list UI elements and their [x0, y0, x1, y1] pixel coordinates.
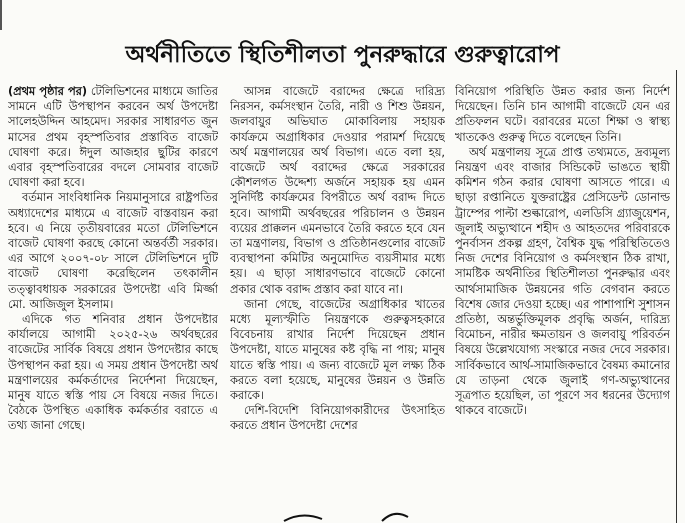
paragraph: বর্তমান সাংবিধানিক নিয়মানুসারে রাষ্ট্রপতির অধ্যাদেশের মাধ্যমে এ বাজেট বাস্তবায়ন করা হবে। এ নিয়ে তৃতীয়বারের মতো টেলিভিশনে বাজেট ঘোষণা করছে কোনো অন্তর্বর্তী সরকার। এর আগে ২০০৭-০৮ সালে টেলিভিশনে দুটি বাজেট ঘোষণা করেছিলেন তৎকালীন তত্ত্বাবধায়ক সরকারের উপদেষ্টা এবি মির্জ্জা মো. আজিজুল ইসলাম। [8, 191, 218, 311]
column-2 [230, 84, 445, 504]
paragraph: এদিকে গত শনিবার প্রধান উপদেষ্টার কার্যালয়ে আগামী ২০২৫-২৬ অর্থবছরের বাজেটের সার্বিক বিষয়ে প্রধান উপদেষ্টার কাছে উপস্থাপন করা হয়। এ সময় প্রধান উপদেষ্টা অর্থ মন্ত্রণালয়ের কর্মকর্তাদের নির্দেশনা দিয়েছেন, মানুষ যাতে স্বস্তি পায় সে বিষয়ে নজর দিতে। বৈঠকে উপস্থিত একাধিক কর্মকর্তার বরাতে এ তথ্য জানা গেছে। [8, 313, 218, 433]
paragraph: জানা গেছে, বাজেটের অগ্রাধিকার খাতের মধ্যে মূল্যস্ফীতি নিয়ন্ত্রণকে গুরুত্বসহকারে বিবেচনায় রাখার নির্দেশ দিয়েছেন প্রধান উপদেষ্টা, যাতে মানুষের কষ্ট বৃদ্ধি না পায়; মানুষ যাতে স্বস্তি পায়। এ জন্য বাজেটে মূল লক্ষ্য ঠিক করতে বলা হয়েছে, মানুষের উন্নয়ন ও উন্নতি করাকে। [230, 297, 445, 403]
headline: অর্থনীতিতে স্থিতিশীলতা পুনরুদ্ধারে গুরুত্বারোপ [125, 42, 560, 68]
paragraph: বিনিয়োগ পরিস্থিতি উন্নত করার জন্য নির্দেশ দিয়েছেন। তিনি চান আগামী বাজেটে যেন এর প্রতিফলন ঘটে। বরাবরের মতো শিক্ষা ও স্বাস্থ্য খাতকেও গুরুত্ব দিতে বলেছেন তিনি। [455, 85, 670, 144]
next-headline-fragment [282, 507, 412, 523]
column-rule [676, 70, 677, 523]
paragraph: অর্থ মন্ত্রণালয় সূত্রে প্রাপ্ত তথ্যমতে, দ্রব্যমূল্য নিয়ন্ত্রণ এবং বাজার সিন্ডিকেট ভাঙতে স্থায়ী কমিশন গঠন করার ঘোষণা আসতে পারে। এ ছাড়া রপ্তানিতে যুক্তরাষ্ট্রের প্রেসিডেন্ট ডোনাল্ড ট্রাম্পের পাল্টা শুল্কারোপ, এলডিসি গ্র্যাজুয়েশন, জুলাই অভ্যুত্থানে শহীদ ও আহতদের পরিবারকে পুনর্বাসন প্রকল্প গ্রহণ, বৈশ্বিক যুদ্ধ পরিস্থিতিতেও নিজ দেশের বিনিয়োগ ও কর্মসংস্থান ঠিক রাখা, সামষ্টিক অর্থনীতির স্থিতিশীলতা পুনরুদ্ধার এবং আর্থসামাজিক উন্নয়নের গতি বেগবান করতে বিশেষ জোর দেওয়া হচ্ছে। এর পাশাপাশি সুশাসন প্রতিষ্ঠা, অন্তর্ভুক্তিমূলক প্রবৃদ্ধি অর্জন, দারিদ্র্য বিমোচন, নারীর ক্ষমতায়ন ও জলবায়ু পরিবর্তন বিষয়ে উল্লেখযোগ্য সংস্কারে নজর দেবে সরকার। সার্বিকভাবে আর্থ-সামাজিকভাবে বৈষম্য কমানোর যে তাড়না থেকে জুলাই গণ-অভ্যুত্থানের সূত্রপাত হয়েছিল, তা পূরণে সব ধরনের উদ্যোগ থাকবে বাজেটে। [455, 145, 670, 418]
column-1 [8, 84, 218, 516]
column-3 [455, 84, 670, 516]
paragraph-text: টেলিভিশনের মাধ্যমে জাতির সামনে এটি উপস্থাপন করবেন অর্থ উপদেষ্টা সালেহউদ্দিন আহমেদ। সরকার সাধারণত জুন মাসের প্রথম বৃহস্পতিবার প্রস্তাবিত বাজেট ঘোষণা করে। ঈদুল আজহার ছুটির কারণে এবার বৃহস্পতিবারের বদলে সোমবার বাজেট ঘোষণা করা হবে। [8, 85, 218, 190]
paragraph: আসন্ন বাজেটে বরাদ্দের ক্ষেত্রে দারিদ্র্য নিরসন, কর্মসংস্থান তৈরি, নারী ও শিশু উন্নয়ন, জলবায়ুর অভিঘাত মোকাবিলায় সহায়ক কার্যক্রমে অগ্রাধিকার দেওয়ার পরামর্শ দিয়েছে অর্থ মন্ত্রণালয়ের অর্থ বিভাগ। এতে বলা হয়, বাজেটে অর্থ বরাদ্দের ক্ষেত্রে সরকারের কৌশলগত উদ্দেশ্য অর্জনে সহায়ক হয় এমন সুনির্দিষ্ট কার্যক্রমের বিপরীতে অর্থ বরাদ্দ দিতে হবে। আগামী অর্থবছরের পরিচালন ও উন্নয়ন ব্যয়ের প্রাক্কলন এমনভাবে তৈরি করতে হবে যেন তা মন্ত্রণালয়, বিভাগ ও প্রতিষ্ঠানগুলোর বাজেট ব্যবস্থাপনা কমিটির অনুমোদিত ব্যয়সীমার মধ্যে হয়। এ ছাড়া সাধারণভাবে বাজেটে কোনো প্রকার থোক বরাদ্দ প্রস্তাব করা যাবে না। [230, 85, 445, 296]
continuation-lead: (প্রথম পৃষ্ঠার পর) [8, 85, 88, 98]
left-edge-rule [0, 0, 2, 30]
paragraph [8, 84, 218, 190]
paragraph: দেশি-বিদেশি বিনিয়োগকারীদের উৎসাহিত করতে প্রধান উপদেষ্টা দেশের [230, 404, 445, 433]
